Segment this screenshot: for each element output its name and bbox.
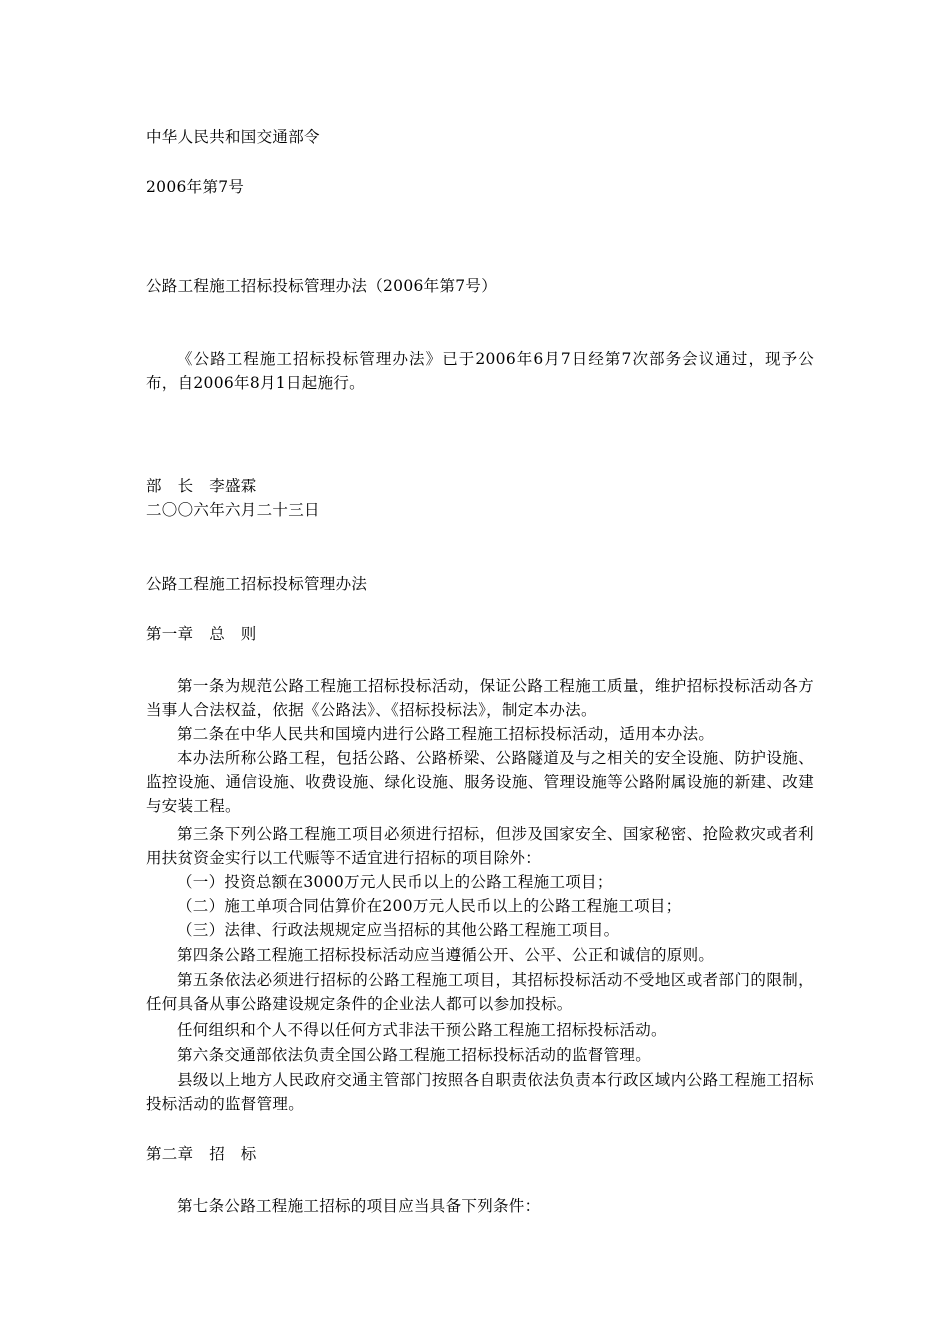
article-2-scope: 本办法所称公路工程，包括公路、公路桥梁、公路隧道及与之相关的安全设施、防护设施、监控设施、通信设施、收费设施、绿化设施、服务设施、管理设施等公路附属设施的新建、改建与安装工程。 — [146, 749, 814, 815]
article-1: 第一条为规范公路工程施工招标投标活动，保证公路工程施工质量，维护招标投标活动各方当事人合法权益，依据《公路法》、《招标投标法》，制定本办法。 — [146, 677, 814, 719]
article-6: 第六条交通部依法负责全国公路工程施工招标投标活动的监督管理。 — [177, 1046, 652, 1064]
article-3-item-2: （二）施工单项合同估算价在200万元人民币以上的公路工程施工项目； — [177, 897, 682, 915]
article-6-paragraph-2: 县级以上地方人民政府交通主管部门按照各自职责依法负责本行政区域内公路工程施工招标投标活动的监督管理。 — [146, 1071, 814, 1113]
article-3: 第三条下列公路工程施工项目必须进行招标，但涉及国家安全、国家秘密、抢险救灾或者利用扶贫资金实行以工代赈等不适宜进行招标的项目除外： — [146, 825, 814, 867]
chapter-2-heading: 第二章 招 标 — [146, 1145, 257, 1163]
article-2: 第二条在中华人民共和国境内进行公路工程施工招标投标活动，适用本办法。 — [177, 725, 715, 743]
article-7: 第七条公路工程施工招标的项目应当具备下列条件： — [177, 1197, 541, 1215]
article-5: 第五条依法必须进行招标的公路工程施工项目，其招标投标活动不受地区或者部门的限制，任何具备从事公路建设规定条件的企业法人都可以参加投标。 — [146, 971, 814, 1013]
chapter-1-heading: 第一章 总 则 — [146, 625, 257, 643]
minister-signature: 部 长 李盛霖 — [146, 477, 257, 495]
document-title: 公路工程施工招标投标管理办法（2006年第7号） — [146, 277, 498, 295]
article-5-paragraph-2: 任何组织和个人不得以任何方式非法干预公路工程施工招标投标活动。 — [177, 1021, 667, 1039]
issuer-line: 中华人民共和国交通部令 — [146, 128, 320, 146]
promulgation-paragraph: 《公路工程施工招标投标管理办法》已于2006年6月7日经第7次部务会议通过，现予公布，自2006年8月1日起施行。 — [146, 350, 814, 392]
article-3-item-3: （三）法律、行政法规规定应当招标的其他公路工程施工项目。 — [177, 921, 620, 939]
article-4: 第四条公路工程施工招标投标活动应当遵循公开、公平、公正和诚信的原则。 — [177, 946, 715, 964]
article-3-item-1: （一）投资总额在3000万元人民币以上的公路工程施工项目； — [177, 873, 613, 891]
signature-date: 二〇〇六年六月二十三日 — [146, 501, 320, 519]
order-number: 2006年第7号 — [146, 178, 245, 196]
body-title: 公路工程施工招标投标管理办法 — [146, 575, 368, 593]
